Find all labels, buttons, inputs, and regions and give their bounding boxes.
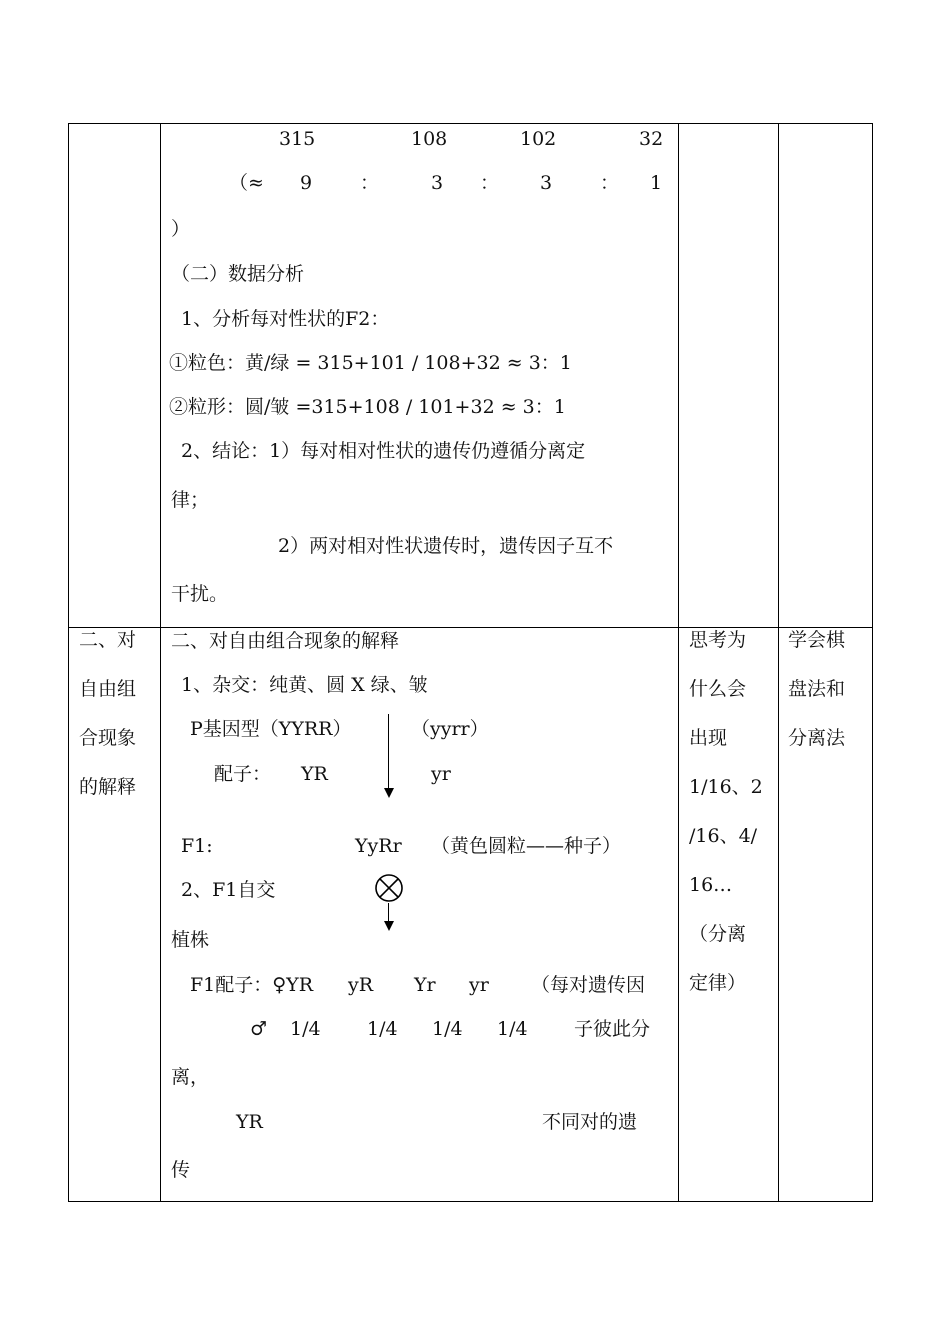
- activity-line: /16、4/: [689, 825, 758, 847]
- f1-genotype: YyRr: [355, 835, 402, 857]
- gamete-label: 配子：: [214, 763, 272, 785]
- topic-line: 合现象: [79, 727, 137, 749]
- count-value: 32: [639, 128, 664, 150]
- topic-line: 的解释: [79, 776, 137, 798]
- note-text: （每对遗传因: [531, 974, 646, 996]
- gamete: YR: [236, 1111, 263, 1133]
- gamete: YR: [301, 763, 328, 785]
- ratio-part: 3: [540, 172, 553, 194]
- goal-line: 分离法: [788, 727, 846, 749]
- ratio-part: ：: [600, 172, 620, 194]
- activity-line: 什么会: [689, 678, 747, 700]
- row2-goal-cell: [788, 616, 845, 763]
- down-arrow: [388, 903, 389, 923]
- conclusion-line: 2、结论：1）每对相对性状的遗传仍遵循分离定: [181, 440, 586, 462]
- selfing-label: 2、F1自交: [181, 879, 276, 901]
- shape-ratio-line: ②粒形：圆/皱 =315+108 / 101+32 ≈ 3：1: [169, 396, 566, 418]
- p-genotype: （yyrr）: [411, 718, 489, 740]
- gamete: yr: [431, 763, 451, 785]
- gamete: yR: [348, 974, 374, 996]
- cross-label: 1、杂交：纯黄、圆 X 绿、皱: [181, 674, 428, 696]
- plant-label: 植株: [171, 929, 210, 951]
- gamete-frequency: 1/4: [497, 1018, 528, 1040]
- count-value: 102: [520, 128, 557, 150]
- activity-line: 出现: [689, 727, 728, 749]
- note-text: 传: [171, 1159, 191, 1181]
- note-text: 不同对的遗: [542, 1111, 638, 1133]
- column-divider: [778, 124, 779, 1201]
- ratio-part: （≈: [229, 172, 264, 194]
- gamete-frequency: 1/4: [432, 1018, 463, 1040]
- activity-line: 16…: [689, 874, 733, 896]
- ratio-part: ：: [480, 172, 500, 194]
- analysis-item: 1、分析每对性状的F2：: [181, 308, 390, 330]
- conclusion-line: 干扰。: [171, 583, 229, 605]
- p-genotype: P基因型（YYRR）: [190, 718, 352, 740]
- topic-line: 自由组: [79, 678, 137, 700]
- row2-topic-cell: [79, 616, 136, 812]
- goal-line: 学会棋: [788, 629, 846, 651]
- gamete: yr: [469, 974, 489, 996]
- goal-line: 盘法和: [788, 678, 846, 700]
- column-divider: [678, 124, 679, 1201]
- ratio-part: 1: [650, 172, 663, 194]
- count-value: 108: [411, 128, 448, 150]
- color-ratio-line: ①粒色：黄/绿 = 315+101 / 108+32 ≈ 3：1: [169, 352, 572, 374]
- activity-line: 1/16、2: [689, 776, 763, 798]
- section-title: （二）数据分析: [171, 263, 305, 285]
- note-text: 离，: [171, 1066, 210, 1088]
- arrow-head-icon: [384, 921, 394, 931]
- count-value: 315: [279, 128, 316, 150]
- arrow-head-icon: [384, 788, 394, 798]
- gamete: Yr: [414, 974, 436, 996]
- self-cross-icon: [374, 873, 404, 903]
- row2-student-activity-cell: [689, 616, 763, 1008]
- f1-label: F1:: [181, 835, 213, 857]
- topic-line: 二、对: [79, 629, 137, 651]
- ratio-part: ：: [360, 172, 380, 194]
- section-title: 二、对自由组合现象的解释: [171, 630, 400, 652]
- down-arrow: [388, 714, 389, 790]
- note-text: 子彼此分: [574, 1018, 651, 1040]
- ratio-part: 3: [431, 172, 444, 194]
- gamete-frequency: 1/4: [290, 1018, 321, 1040]
- column-divider: [160, 124, 161, 1201]
- f1-description: （黄色圆粒——种子）: [431, 835, 622, 857]
- activity-line: （分离: [689, 923, 747, 945]
- ratio-part: 9: [300, 172, 313, 194]
- activity-line: 定律）: [689, 972, 747, 994]
- conclusion-line: 律；: [171, 489, 210, 511]
- conclusion-line: 2）两对相对性状遗传时，遗传因子互不: [278, 535, 614, 557]
- ratio-close: ）: [171, 218, 191, 240]
- f1-gametes-label: F1配子：♀YR: [190, 974, 314, 996]
- male-symbol: ♂: [250, 1018, 268, 1040]
- gamete-frequency: 1/4: [367, 1018, 398, 1040]
- activity-line: 思考为: [689, 629, 747, 651]
